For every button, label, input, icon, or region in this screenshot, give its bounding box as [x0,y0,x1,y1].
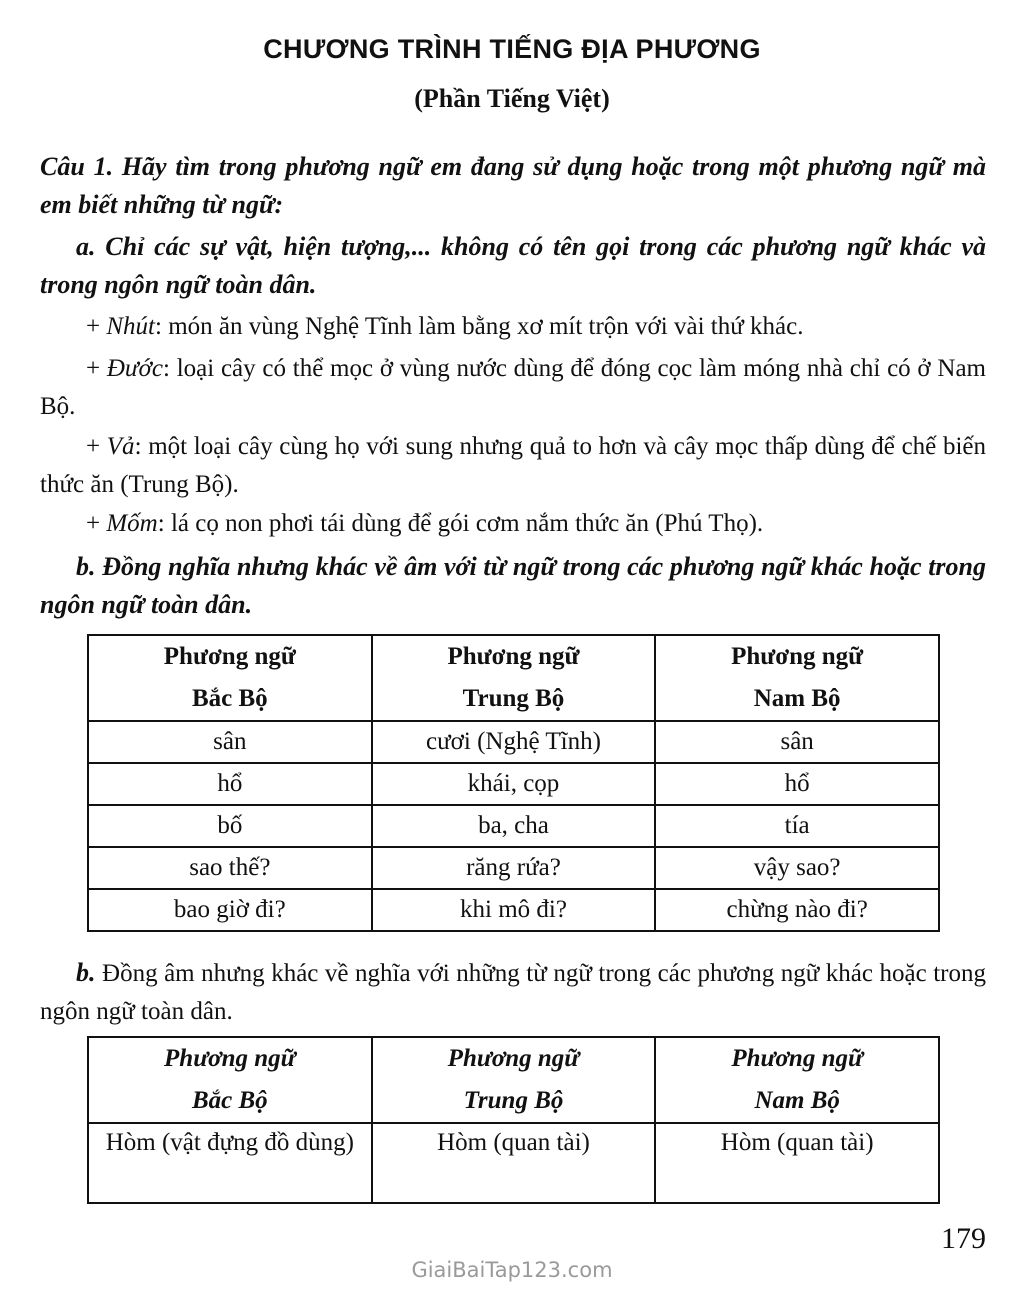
table-row [88,763,939,805]
table-cell: hổ [655,763,939,805]
table-cell: khi mô đi? [372,889,656,931]
question-heading: Câu 1. Hãy tìm trong phương ngữ em đang sử dụng hoặc trong một phương ngữ mà em biết những từ ngữ: [40,152,986,219]
table-cell: bao giờ đi? [88,889,372,931]
term: Vả [106,433,135,460]
part-b2-label: b. [76,958,96,987]
table-header: Phương ngữ Trung Bộ [372,1037,656,1123]
table-cell: Hòm (quan tài) [655,1123,939,1203]
part-b2-paragraph: b. Đồng âm nhưng khác về nghĩa với những từ ngữ trong các phương ngữ khác hoặc trong ngôn ngữ toàn dân. [40,958,986,1025]
watermark: GiaiBaiTap123.com [411,1258,613,1282]
part-b1-heading: b. Đồng nghĩa nhưng khác về âm với từ ngữ trong các phương ngữ khác hoặc trong ngôn ngữ toàn dân. [40,552,986,619]
table-cell: ba, cha [372,805,656,847]
page-subtitle: (Phần Tiếng Việt) [414,84,610,113]
table-row [88,889,939,931]
table-row [88,721,939,763]
table-cell: sân [655,721,939,763]
table-cell: vậy sao? [655,847,939,889]
list-item: + Vả: một loại cây cùng họ với sung nhưng quả to hơn và cây mọc thấp dùng để chế biến thức ăn (Trung Bộ). [40,433,986,498]
table-header-row [88,635,939,721]
table-header: Phương ngữ Bắc Bộ [88,1037,372,1123]
synonym-table [87,634,940,932]
table-header: Phương ngữ Nam Bộ [655,1037,939,1123]
table-cell: hổ [88,763,372,805]
term: Đước [106,355,163,382]
table-cell: tía [655,805,939,847]
list-item: + Mốm: lá cọ non phơi tái dùng để gói cơm nắm thức ăn (Phú Thọ). [86,510,764,537]
table-cell: cươi (Nghệ Tĩnh) [372,721,656,763]
table-cell: khái, cọp [372,763,656,805]
table-cell: răng rứa? [372,847,656,889]
table-header: Phương ngữ Nam Bộ [655,635,939,721]
table-cell: Hòm (vật đựng đồ dùng) [88,1123,372,1203]
table-cell: bố [88,805,372,847]
table-cell: sân [88,721,372,763]
table-row [88,847,939,889]
page-number: 179 [941,1222,986,1255]
table-cell: chừng nào đi? [655,889,939,931]
list-item: + Nhút: món ăn vùng Nghệ Tĩnh làm bằng xơ mít trộn với vài thứ khác. [86,313,804,340]
table-header: Phương ngữ Bắc Bộ [88,635,372,721]
page-title: CHƯƠNG TRÌNH TIẾNG ĐỊA PHƯƠNG [263,34,761,64]
term: Mốm [106,510,158,537]
table-row [88,1123,939,1203]
table-cell: Hòm (quan tài) [372,1123,656,1203]
list-item: + Đước: loại cây có thể mọc ở vùng nước dùng để đóng cọc làm móng nhà chỉ có ở Nam Bộ. [40,355,986,420]
homonym-table [87,1036,940,1204]
table-header: Phương ngữ Trung Bộ [372,635,656,721]
table-row [88,805,939,847]
table-header-row [88,1037,939,1123]
part-a-heading: a. Chỉ các sự vật, hiện tượng,... không có tên gọi trong các phương ngữ khác và trong ngôn ngữ toàn dân. [40,232,986,299]
table-cell: sao thế? [88,847,372,889]
term: Nhút [106,313,155,340]
